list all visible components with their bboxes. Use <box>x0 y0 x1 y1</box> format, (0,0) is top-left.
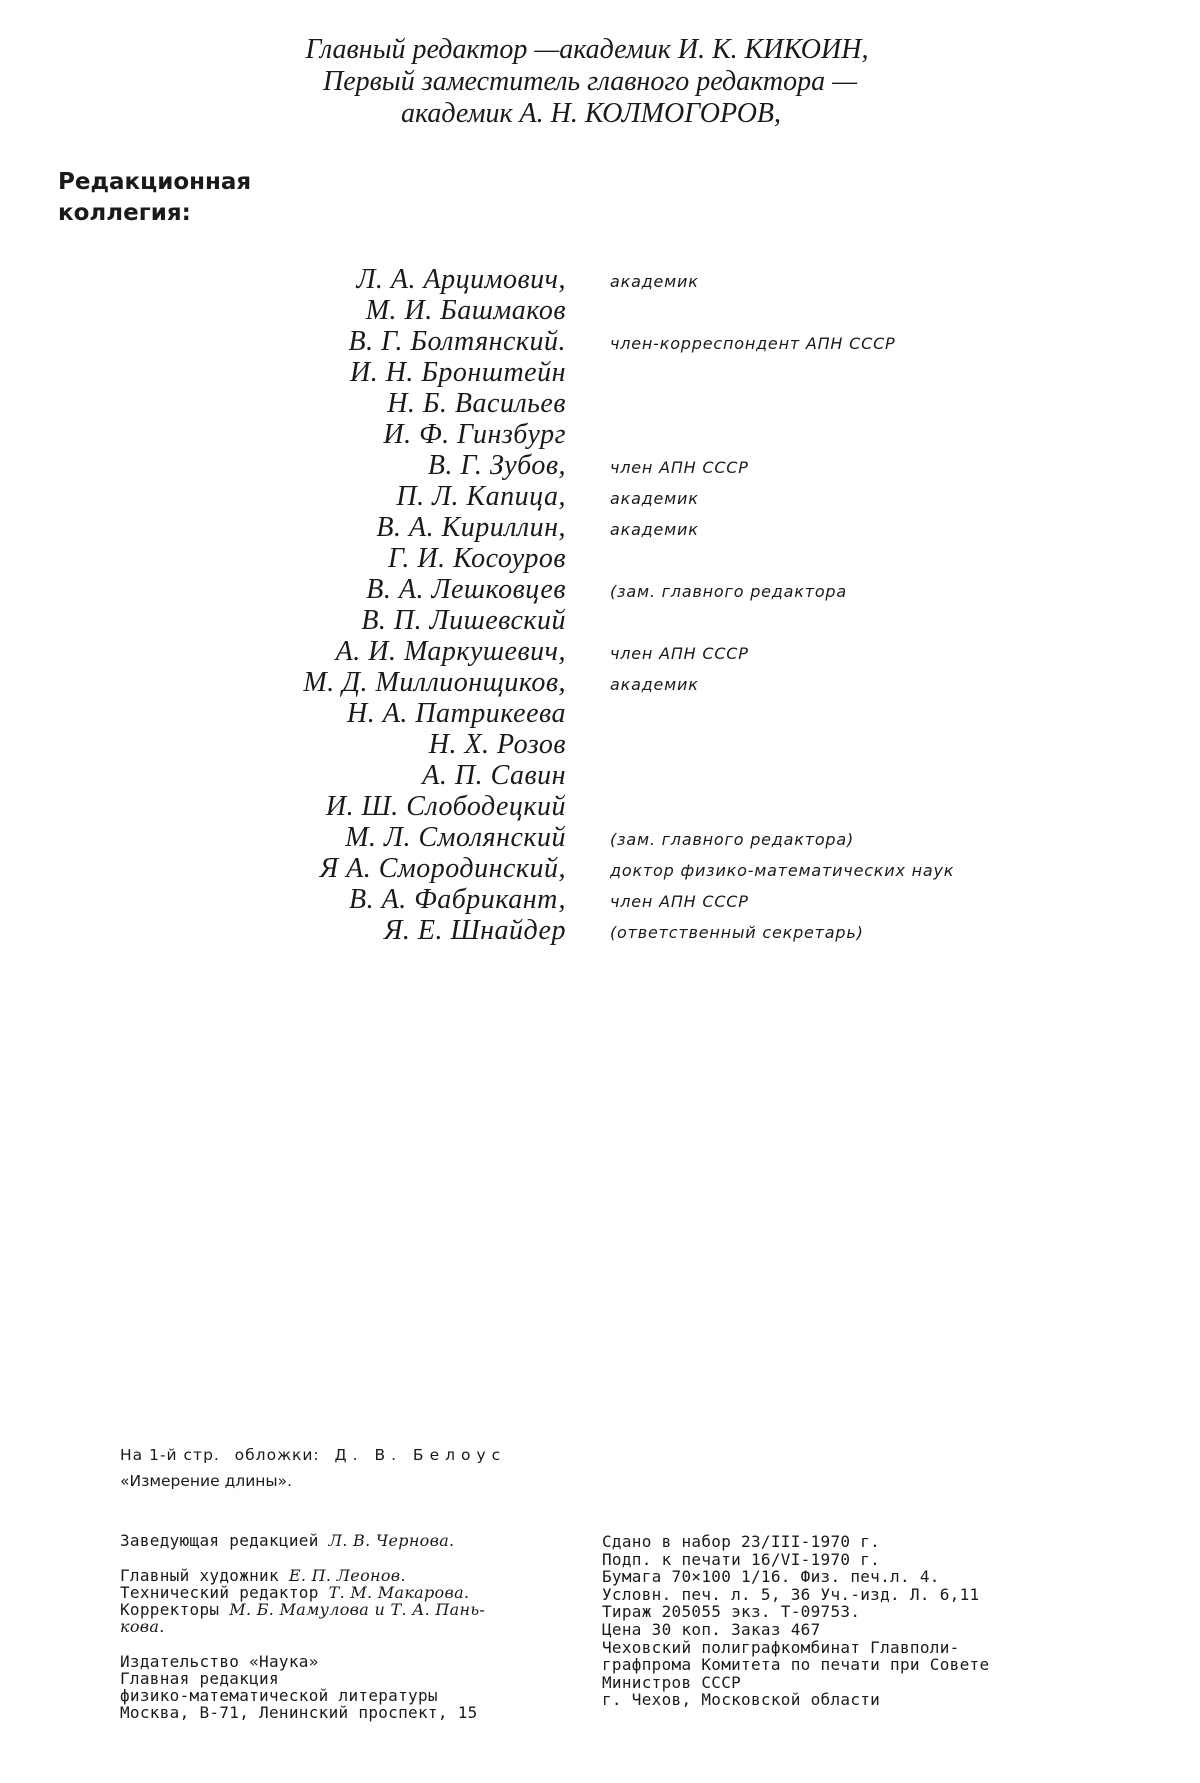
imprint-line: Министров СССР <box>602 1672 742 1692</box>
imprint-line: Бумага 70×100 1/16. Физ. печ.л. 4. <box>602 1567 940 1587</box>
deputy-editor-name-line: академик А. Н. КОЛМОГОРОВ, <box>400 98 782 129</box>
board-member-row <box>0 388 1200 419</box>
board-member-name: М. Л. Смолянский <box>345 822 566 853</box>
board-member-role: член АПН СССР <box>610 644 749 663</box>
board-member-row <box>0 853 1200 884</box>
imprint-line: Чеховский полиграфкомбинат Главполи- <box>602 1637 960 1657</box>
board-member-name: А. П. Савин <box>422 760 566 791</box>
board-member-name: В. П. Лишевский <box>361 605 566 636</box>
chief-editor-line: Главный редактор —академик И. К. КИКОИН, <box>305 34 869 65</box>
imprint-line: графпрома Комитета по печати при Совете <box>602 1655 990 1675</box>
board-member-name: Я. Е. Шнайдер <box>383 915 566 946</box>
board-member-row <box>0 543 1200 574</box>
head-of-office-line <box>120 1532 485 1549</box>
cover-artist: Д. В. Белоус <box>334 1446 507 1464</box>
publisher-division-cont: физико-математической литературы <box>120 1686 438 1705</box>
board-member-role: (зам. главного редактора) <box>610 830 855 849</box>
proofreaders-names-cont: кова. <box>120 1617 165 1636</box>
board-member-role: (ответственный секретарь) <box>610 923 864 942</box>
board-member-role: академик <box>610 520 699 539</box>
board-member-name: В. А. Кириллин, <box>376 512 566 543</box>
board-member-name: Я А. Смородинский, <box>319 853 566 884</box>
board-member-name: М. Д. Миллионщиков, <box>303 667 566 698</box>
board-member-role: (зам. главного редактора <box>610 582 847 601</box>
board-member-name: Н. Б. Васильев <box>387 388 566 419</box>
board-member-name: М. И. Башмаков <box>365 295 566 326</box>
board-member-row <box>0 915 1200 946</box>
chief-artist-name: Е. П. Леонов. <box>288 1566 406 1585</box>
imprint-details <box>602 1533 989 1709</box>
board-member-name: В. Г. Болтянский. <box>348 326 566 357</box>
board-member-name: И. Ф. Гинзбург <box>383 419 566 450</box>
imprint-line: Подп. к печати 16/VI-1970 г. <box>602 1549 881 1569</box>
board-member-name: П. Л. Капица, <box>396 481 566 512</box>
board-member-row <box>0 822 1200 853</box>
chief-artist-label: Главный художник <box>120 1566 279 1585</box>
head-of-office-name: Л. В. Чернова. <box>328 1531 455 1550</box>
cover-page-label: На 1-й стр. <box>120 1446 220 1464</box>
board-member-row <box>0 636 1200 667</box>
imprint-line: Тираж 205055 экз. Т-09753. <box>602 1602 861 1622</box>
chief-artist-line <box>120 1567 485 1584</box>
board-member-role: академик <box>610 489 699 508</box>
publisher-address: Москва, В-71, Ленинский проспект, 15 <box>120 1703 478 1722</box>
board-member-row <box>0 326 1200 357</box>
board-member-name: Л. А. Арцимович, <box>356 264 566 295</box>
board-member-row <box>0 419 1200 450</box>
imprint-line: Условн. печ. л. 5, 36 Уч.-изд. Л. 6,11 <box>602 1584 980 1604</box>
proofreaders-line <box>120 1601 485 1618</box>
proofreaders-names: М. Б. Мамулова и Т. А. Пань- <box>229 1600 486 1619</box>
staff-and-publisher <box>120 1532 485 1721</box>
publisher-name: Издательство «Наука» <box>120 1652 319 1671</box>
board-member-row <box>0 605 1200 636</box>
board-member-role: член АПН СССР <box>610 458 749 477</box>
board-member-role: член АПН СССР <box>610 892 749 911</box>
board-member-name: И. Ш. Слободецкий <box>325 791 566 822</box>
board-member-name: В. А. Фабрикант, <box>348 884 566 915</box>
editorial-board-heading-line1: Редакционная <box>58 169 252 195</box>
board-member-row <box>0 760 1200 791</box>
board-member-row <box>0 574 1200 605</box>
imprint-line: Цена 30 коп. Заказ 467 <box>602 1619 821 1639</box>
board-member-row <box>0 450 1200 481</box>
board-member-row <box>0 512 1200 543</box>
publisher-division: Главная редакция <box>120 1669 279 1688</box>
board-member-name: Н. Х. Розов <box>428 729 566 760</box>
cover-title: «Измерение длины». <box>120 1472 293 1490</box>
board-member-name: В. Г. Зубов, <box>427 450 566 481</box>
editorial-board-heading-line2: коллегия: <box>58 200 191 226</box>
board-member-row <box>0 698 1200 729</box>
tech-editor-label: Технический редактор <box>120 1583 319 1602</box>
cover-credit-line <box>120 1442 506 1468</box>
deputy-editor-line: Первый заместитель главного редактора — <box>323 66 857 97</box>
board-member-row <box>0 667 1200 698</box>
cover-label: обложки: <box>234 1446 320 1464</box>
board-member-row <box>0 729 1200 760</box>
board-member-row <box>0 791 1200 822</box>
tech-editor-name: Т. М. Макарова. <box>328 1583 470 1602</box>
board-member-name: Н. А. Патрикеева <box>347 698 566 729</box>
board-member-name: И. Н. Бронштейн <box>349 357 566 388</box>
imprint-line: Сдано в набор 23/III-1970 г. <box>602 1532 881 1551</box>
masthead <box>0 34 1200 130</box>
board-member-row <box>0 295 1200 326</box>
board-member-name: В. А. Лешковцев <box>366 574 566 605</box>
board-member-role: доктор физико-математических наук <box>610 861 955 880</box>
board-member-row <box>0 357 1200 388</box>
board-member-row <box>0 481 1200 512</box>
board-member-name: Г. И. Косоуров <box>388 543 566 574</box>
editorial-board-heading <box>58 167 251 229</box>
head-of-office-label: Заведующая редакцией <box>120 1531 319 1550</box>
board-member-role: академик <box>610 272 699 291</box>
imprint-line: г. Чехов, Московской области <box>602 1690 881 1710</box>
board-member-row <box>0 884 1200 915</box>
board-member-role: академик <box>610 675 699 694</box>
board-member-name: А. И. Маркушевич, <box>335 636 566 667</box>
editorial-board-list <box>0 264 1200 946</box>
cover-credit <box>120 1442 506 1494</box>
board-member-row <box>0 264 1200 295</box>
proofreaders-label: Корректоры <box>120 1600 220 1619</box>
tech-editor-line <box>120 1584 485 1601</box>
board-member-role: член-корреспондент АПН СССР <box>610 334 896 353</box>
